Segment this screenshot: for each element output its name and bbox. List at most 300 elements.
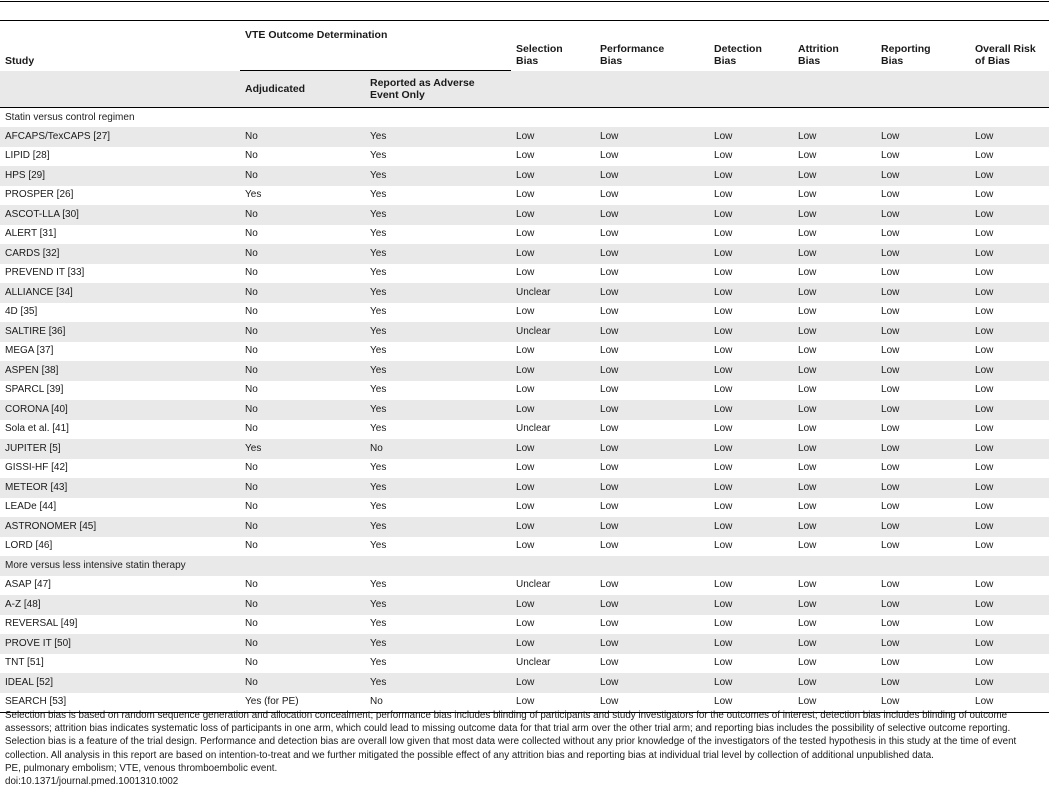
table-row bbox=[0, 127, 1049, 147]
table-cell: Low bbox=[881, 540, 900, 552]
subheader-empty bbox=[595, 71, 709, 108]
table-row bbox=[0, 673, 1049, 693]
table-cell: Low bbox=[881, 150, 900, 162]
subheader-empty bbox=[709, 71, 793, 108]
table-cell: Low bbox=[709, 634, 793, 654]
table-cell: Low bbox=[709, 127, 793, 147]
table-cell: Low bbox=[709, 439, 793, 459]
table-cell: Yes bbox=[370, 267, 387, 279]
footnote-doi: doi:10.1371/journal.pmed.1001310.t002 bbox=[5, 776, 179, 788]
table-cell: No bbox=[245, 306, 258, 318]
table-cell: Low bbox=[793, 361, 876, 381]
table-cell: Yes bbox=[245, 189, 262, 201]
table-cell: Yes bbox=[240, 439, 365, 459]
table-cell: Low bbox=[709, 478, 793, 498]
table-cell: Low bbox=[600, 579, 619, 591]
table-cell: Low bbox=[798, 306, 817, 318]
table-cell: Low bbox=[970, 244, 1049, 264]
table-cell: No bbox=[245, 618, 258, 630]
table-cell: Low bbox=[709, 595, 793, 615]
table-cell: Low bbox=[595, 478, 709, 498]
table-cell: Low bbox=[516, 501, 535, 513]
table-cell: Low bbox=[876, 361, 970, 381]
table-cell: TNT [51] bbox=[5, 657, 44, 669]
table-cell: Yes bbox=[370, 306, 387, 318]
table-cell: ASAP [47] bbox=[5, 579, 51, 591]
table-cell: No bbox=[245, 540, 258, 552]
table-cell: Yes (for PE) bbox=[240, 693, 365, 713]
table-cell: Low bbox=[595, 400, 709, 420]
table-cell: PREVEND IT [33] bbox=[5, 267, 85, 279]
table-cell: Low bbox=[709, 517, 793, 537]
table-cell: Low bbox=[709, 205, 793, 225]
table-cell: ASPEN [38] bbox=[0, 361, 240, 381]
table-cell: Low bbox=[975, 501, 994, 513]
table-cell: Low bbox=[793, 127, 876, 147]
table-cell: Yes bbox=[370, 579, 387, 591]
header-vte-outcome: VTE Outcome Determination bbox=[240, 21, 511, 71]
table-cell: Unclear bbox=[516, 423, 551, 435]
table-cell: Low bbox=[516, 267, 535, 279]
table-cell: CARDS [32] bbox=[0, 244, 240, 264]
table-cell: Unclear bbox=[516, 657, 551, 669]
table-row bbox=[0, 361, 1049, 381]
table-cell: Yes bbox=[370, 501, 387, 513]
table-cell: Low bbox=[970, 517, 1049, 537]
subheader-empty bbox=[0, 71, 240, 108]
table-cell: Low bbox=[876, 400, 970, 420]
table-cell: Low bbox=[793, 322, 876, 342]
table-row bbox=[0, 381, 1049, 401]
subheader-empty bbox=[511, 71, 595, 108]
header-selection-bias: Selection Bias bbox=[511, 21, 595, 71]
table-cell: Low bbox=[714, 267, 733, 279]
table-row bbox=[0, 615, 1049, 635]
table-row bbox=[0, 400, 1049, 420]
table-footnotes bbox=[5, 709, 1045, 788]
header-attrition-bias: Attrition Bias bbox=[793, 21, 876, 71]
table-cell: Low bbox=[970, 361, 1049, 381]
table-cell: Low bbox=[516, 384, 535, 396]
table-cell: Low bbox=[714, 150, 733, 162]
table-cell: Low bbox=[600, 345, 619, 357]
table-row bbox=[0, 205, 1049, 225]
table-cell: METEOR [43] bbox=[0, 478, 240, 498]
table-cell: Low bbox=[793, 283, 876, 303]
table-cell: Low bbox=[709, 361, 793, 381]
table-cell: Low bbox=[600, 657, 619, 669]
table-cell: Low bbox=[600, 306, 619, 318]
table-cell: Low bbox=[876, 478, 970, 498]
table-cell: Low bbox=[600, 228, 619, 240]
table-row bbox=[0, 225, 1049, 245]
table-cell: Low bbox=[511, 517, 595, 537]
table-cell: Yes bbox=[370, 618, 387, 630]
table-cell: Low bbox=[876, 439, 970, 459]
table-row bbox=[0, 595, 1049, 615]
table-cell: Low bbox=[600, 618, 619, 630]
table-cell: No bbox=[240, 205, 365, 225]
table-cell: Low bbox=[709, 400, 793, 420]
table-cell: No bbox=[245, 150, 258, 162]
table-cell: Low bbox=[709, 244, 793, 264]
table-cell: Low bbox=[600, 423, 619, 435]
header-detection-bias: Detection Bias bbox=[709, 21, 793, 71]
table-cell: Low bbox=[595, 127, 709, 147]
table-cell: Low bbox=[511, 361, 595, 381]
table-cell: GISSI-HF [42] bbox=[5, 462, 68, 474]
table-cell: Sola et al. [41] bbox=[5, 423, 69, 435]
table-row bbox=[0, 420, 1049, 440]
table-cell: Low bbox=[881, 384, 900, 396]
table-cell: Low bbox=[709, 673, 793, 693]
table-cell: Low bbox=[970, 673, 1049, 693]
table-cell: AFCAPS/TexCAPS [27] bbox=[0, 127, 240, 147]
table-cell: Low bbox=[798, 384, 817, 396]
table-cell: Low bbox=[516, 345, 535, 357]
table-cell: LEADe [44] bbox=[5, 501, 57, 513]
table-cell: Low bbox=[595, 673, 709, 693]
table-cell: Low bbox=[595, 322, 709, 342]
table-cell: Low bbox=[793, 517, 876, 537]
table-row bbox=[0, 498, 1049, 518]
table-cell: No bbox=[245, 267, 258, 279]
table-cell: No bbox=[240, 595, 365, 615]
table-cell: Low bbox=[511, 400, 595, 420]
table-cell: Low bbox=[600, 462, 619, 474]
table-cell: Low bbox=[600, 384, 619, 396]
table-cell: No bbox=[240, 244, 365, 264]
table-cell: Low bbox=[511, 478, 595, 498]
header-adjudicated: Adjudicated bbox=[240, 71, 365, 108]
table-cell: Low bbox=[798, 150, 817, 162]
table-cell: Yes bbox=[370, 345, 387, 357]
table-cell: Low bbox=[516, 540, 535, 552]
table-cell: Low bbox=[881, 579, 900, 591]
table-row bbox=[0, 322, 1049, 342]
table-cell: No bbox=[240, 322, 365, 342]
table-cell: Low bbox=[595, 166, 709, 186]
table-cell: No bbox=[245, 579, 258, 591]
table-row bbox=[0, 303, 1049, 323]
table-cell: Low bbox=[793, 166, 876, 186]
header-reporting-bias: Reporting Bias bbox=[876, 21, 970, 71]
table-cell: No bbox=[240, 400, 365, 420]
table-cell: Low bbox=[970, 400, 1049, 420]
table-cell: Low bbox=[881, 423, 900, 435]
header-overall-risk: Overall Risk of Bias bbox=[970, 21, 1049, 71]
table-cell: Low bbox=[511, 595, 595, 615]
table-cell: Yes bbox=[370, 384, 387, 396]
table-cell: Low bbox=[511, 439, 595, 459]
table-cell: Low bbox=[876, 693, 970, 713]
table-header bbox=[0, 21, 1049, 108]
table-cell: No bbox=[245, 657, 258, 669]
table-cell: No bbox=[240, 166, 365, 186]
table-cell: Low bbox=[975, 228, 994, 240]
table-row bbox=[0, 634, 1049, 654]
table-row bbox=[0, 537, 1049, 557]
table-row bbox=[0, 517, 1049, 537]
table-cell: Low bbox=[600, 267, 619, 279]
table-cell: Low bbox=[881, 267, 900, 279]
table-cell: Low bbox=[714, 384, 733, 396]
table-row bbox=[0, 654, 1049, 674]
table-cell: Low bbox=[876, 205, 970, 225]
table-cell: Low bbox=[516, 306, 535, 318]
table-cell: Low bbox=[975, 657, 994, 669]
table-cell: Yes bbox=[370, 657, 387, 669]
table-cell: Low bbox=[881, 306, 900, 318]
table-cell: Low bbox=[600, 150, 619, 162]
table-cell: Yes bbox=[365, 244, 511, 264]
table-cell: Low bbox=[511, 673, 595, 693]
risk-of-bias-table bbox=[0, 20, 1049, 713]
table-cell: Low bbox=[970, 595, 1049, 615]
table-cell: Low bbox=[881, 462, 900, 474]
table-cell: Low bbox=[876, 283, 970, 303]
table-row bbox=[0, 166, 1049, 186]
table-cell: Low bbox=[876, 673, 970, 693]
table-cell: Low bbox=[709, 283, 793, 303]
table-cell: No bbox=[240, 673, 365, 693]
table-cell: Low bbox=[714, 618, 733, 630]
table-cell: ASCOT-LLA [30] bbox=[0, 205, 240, 225]
table-row bbox=[0, 342, 1049, 362]
table-row bbox=[0, 244, 1049, 264]
table-cell: Low bbox=[876, 595, 970, 615]
table-cell: Low bbox=[975, 579, 994, 591]
table-cell: Low bbox=[595, 634, 709, 654]
table-cell: Low bbox=[881, 345, 900, 357]
table-cell: Low bbox=[511, 634, 595, 654]
header-performance-bias: Performance Bias bbox=[595, 21, 709, 71]
table-cell: Low bbox=[511, 127, 595, 147]
table-cell: Low bbox=[975, 618, 994, 630]
table-cell: Low bbox=[516, 150, 535, 162]
table-cell: Low bbox=[970, 322, 1049, 342]
table-cell: No bbox=[240, 478, 365, 498]
table-cell: Low bbox=[793, 673, 876, 693]
table-cell: No bbox=[245, 462, 258, 474]
table-cell: IDEAL [52] bbox=[0, 673, 240, 693]
table-cell: Low bbox=[714, 462, 733, 474]
table-cell: Low bbox=[975, 189, 994, 201]
table-cell: Low bbox=[975, 384, 994, 396]
table-cell: LIPID [28] bbox=[5, 150, 50, 162]
table-cell: LORD [46] bbox=[5, 540, 53, 552]
table-cell: Yes bbox=[365, 322, 511, 342]
table-cell: Low bbox=[970, 205, 1049, 225]
table-cell: Low bbox=[881, 657, 900, 669]
table-cell: Low bbox=[511, 693, 595, 713]
table-cell: Low bbox=[798, 228, 817, 240]
table-cell: ALERT [31] bbox=[5, 228, 57, 240]
table-cell: Yes bbox=[365, 127, 511, 147]
table-cell: SPARCL [39] bbox=[5, 384, 64, 396]
table-row bbox=[0, 186, 1049, 206]
table-cell: 4D [35] bbox=[5, 306, 38, 318]
table-cell: No bbox=[245, 384, 258, 396]
table-cell: Yes bbox=[365, 283, 511, 303]
table-row bbox=[0, 478, 1049, 498]
table-cell: CORONA [40] bbox=[0, 400, 240, 420]
table-cell: Low bbox=[970, 283, 1049, 303]
table-cell: Low bbox=[516, 462, 535, 474]
table-cell: Low bbox=[793, 439, 876, 459]
table-cell: Low bbox=[714, 579, 733, 591]
table-cell: Low bbox=[714, 345, 733, 357]
table-cell: Unclear bbox=[511, 322, 595, 342]
table-cell: No bbox=[240, 517, 365, 537]
table-cell: Yes bbox=[365, 634, 511, 654]
table-cell: No bbox=[245, 501, 258, 513]
table-cell: PROVE IT [50] bbox=[0, 634, 240, 654]
table-cell: HPS [29] bbox=[0, 166, 240, 186]
table-cell: Low bbox=[798, 501, 817, 513]
table-cell: Low bbox=[709, 693, 793, 713]
footnote-text: Selection bias is based on random sequence generation and allocation concealment; performance bias includes blinding of participants and study investigators for the outcomes of interest; detection bias includes blinding of outcome assessors; attrition bias indicates systematic loss of participants in one arm, which could lead to missing outcome data for that trial arm over the other trial arm; and reporting bias includes the possibility of selective outcome reporting. Selection bias is a feature of the trial design. Performance and detection bias are overall low given that most data were collected without any prior knowledge of the investigators of the tested hypothesis in this study at the time of event collection. All analysis in this report are based on intention-to-treat and we further mitigated the possible effect of any attrition bias and reporting bias at individual trial level by collection of additional unpublished data. bbox=[5, 710, 1017, 761]
group-row bbox=[0, 556, 1049, 576]
table-cell: Yes bbox=[370, 540, 387, 552]
table-cell: No bbox=[240, 634, 365, 654]
table-cell: Yes bbox=[365, 478, 511, 498]
table-cell: Low bbox=[975, 540, 994, 552]
table-cell: Low bbox=[793, 205, 876, 225]
table-cell: Low bbox=[714, 423, 733, 435]
table-cell: Low bbox=[798, 540, 817, 552]
table-cell: Low bbox=[975, 462, 994, 474]
table-cell: Low bbox=[709, 322, 793, 342]
table-cell: Yes bbox=[370, 228, 387, 240]
table-cell: Low bbox=[595, 244, 709, 264]
table-cell: Low bbox=[714, 540, 733, 552]
table-cell: Low bbox=[714, 306, 733, 318]
table-cell: Low bbox=[595, 283, 709, 303]
table-cell: Low bbox=[714, 189, 733, 201]
group-label: More versus less intensive statin therapy bbox=[0, 556, 1049, 576]
table-cell: Unclear bbox=[511, 283, 595, 303]
table-cell: A-Z [48] bbox=[0, 595, 240, 615]
table-cell: No bbox=[365, 693, 511, 713]
table-cell: Low bbox=[975, 423, 994, 435]
table-cell: Low bbox=[881, 189, 900, 201]
table-row bbox=[0, 147, 1049, 167]
table-cell: Yes bbox=[365, 673, 511, 693]
table-cell: Low bbox=[970, 127, 1049, 147]
table-cell: Low bbox=[595, 205, 709, 225]
table-cell: Low bbox=[798, 579, 817, 591]
table-cell: No bbox=[245, 345, 258, 357]
table-cell: SALTIRE [36] bbox=[0, 322, 240, 342]
table-cell: Low bbox=[595, 361, 709, 381]
table-cell: Low bbox=[511, 205, 595, 225]
table-cell: Low bbox=[714, 657, 733, 669]
table-cell: Yes bbox=[370, 189, 387, 201]
table-cell: No bbox=[365, 439, 511, 459]
table-row bbox=[0, 264, 1049, 284]
table-cell: Low bbox=[798, 423, 817, 435]
subheader-empty bbox=[970, 71, 1049, 108]
table-cell: Low bbox=[511, 244, 595, 264]
table-cell: Low bbox=[793, 478, 876, 498]
table-cell: Low bbox=[876, 322, 970, 342]
table-cell: No bbox=[240, 361, 365, 381]
table-cell: Low bbox=[975, 150, 994, 162]
table-cell: Low bbox=[793, 244, 876, 264]
table-cell: Low bbox=[714, 501, 733, 513]
table-cell: Low bbox=[798, 462, 817, 474]
table-cell: Low bbox=[600, 501, 619, 513]
table-cell: Low bbox=[595, 439, 709, 459]
table-cell: Low bbox=[876, 166, 970, 186]
top-rule bbox=[0, 1, 1049, 2]
table-cell: Low bbox=[970, 478, 1049, 498]
table-cell: Low bbox=[876, 517, 970, 537]
table-cell: Yes bbox=[365, 400, 511, 420]
table-cell: Low bbox=[793, 400, 876, 420]
table-cell: Yes bbox=[365, 595, 511, 615]
table-cell: Low bbox=[595, 517, 709, 537]
table-row bbox=[0, 459, 1049, 479]
table-cell: Unclear bbox=[516, 579, 551, 591]
table-cell: Low bbox=[876, 634, 970, 654]
table-cell: REVERSAL [49] bbox=[5, 618, 78, 630]
table-cell: Low bbox=[881, 618, 900, 630]
table-cell: Low bbox=[793, 595, 876, 615]
table-cell: MEGA [37] bbox=[5, 345, 54, 357]
table-cell: No bbox=[240, 283, 365, 303]
table-cell: ALLIANCE [34] bbox=[0, 283, 240, 303]
table-cell: Low bbox=[798, 618, 817, 630]
table-cell: No bbox=[245, 228, 258, 240]
group-row bbox=[0, 108, 1049, 128]
table-cell: Low bbox=[975, 267, 994, 279]
table-cell: Low bbox=[798, 189, 817, 201]
table-cell: PROSPER [26] bbox=[5, 189, 74, 201]
table-cell: Low bbox=[709, 166, 793, 186]
table-cell: JUPITER [5] bbox=[0, 439, 240, 459]
table-cell: ASTRONOMER [45] bbox=[0, 517, 240, 537]
table-cell: Low bbox=[595, 595, 709, 615]
table-cell: Low bbox=[714, 228, 733, 240]
table-cell: Low bbox=[876, 127, 970, 147]
table-cell: Yes bbox=[365, 205, 511, 225]
table-cell: Low bbox=[970, 634, 1049, 654]
table-cell: Yes bbox=[370, 423, 387, 435]
table-cell: Low bbox=[970, 166, 1049, 186]
table-cell: Low bbox=[600, 540, 619, 552]
table-cell: Low bbox=[881, 501, 900, 513]
header-study: Study bbox=[0, 21, 240, 71]
table-cell: Yes bbox=[365, 166, 511, 186]
table-row bbox=[0, 576, 1049, 596]
table-cell: Low bbox=[516, 618, 535, 630]
table-cell: Low bbox=[798, 657, 817, 669]
table-cell: Yes bbox=[365, 361, 511, 381]
table-cell: Low bbox=[600, 189, 619, 201]
table-cell: Low bbox=[516, 189, 535, 201]
table-cell: Low bbox=[793, 634, 876, 654]
table-cell: Low bbox=[970, 439, 1049, 459]
subheader-empty bbox=[793, 71, 876, 108]
table-cell: Low bbox=[793, 693, 876, 713]
table-cell: No bbox=[240, 127, 365, 147]
table-row bbox=[0, 439, 1049, 459]
footnote-abbreviations: PE, pulmonary embolism; VTE, venous thromboembolic event. bbox=[5, 762, 278, 774]
subheader-empty bbox=[876, 71, 970, 108]
table-cell: Yes bbox=[370, 462, 387, 474]
